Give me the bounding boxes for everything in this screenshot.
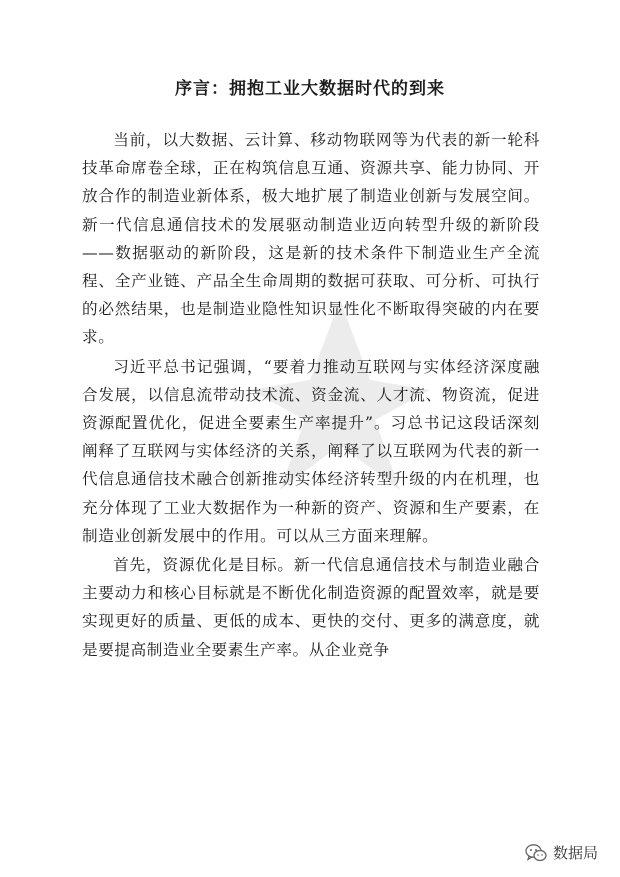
account-name: 数据局 [552, 844, 598, 862]
document-title: 序言：拥抱工业大数据时代的到来 [175, 79, 445, 99]
wechat-icon [525, 843, 547, 863]
footer-account [525, 842, 598, 863]
paragraph-3: 首先，资源优化是目标。新一代信息通信技术与制造业融合主要动力和核心目标就是不断优化制造资源的配置效率，就是要实现更好的质量、更低的成本、更快的交付、更多的满意度，就是要提高制造业全要素生产率。从企业竞争 [82, 556, 540, 659]
paragraph-1: 当前，以大数据、云计算、移动物联网等为代表的新一轮科技革命席卷全球，正在构筑信息互通、资源共享、能力协同、开放合作的制造业新体系，极大地扩展了制造业创新与发展空间。新一代信息通信技术的发展驱动制造业迈向转型升级的新阶段——数据驱动的新阶段，这是新的技术条件下制造业生产全流程、全产业链、产品全生命周期的数据可获取、可分析、可执行的必然结果，也是制造业隐性知识显性化不断取得突破的内在要求。 [82, 131, 540, 347]
paragraph-2: 习近平总书记强调，“要着力推动互联网与实体经济深度融合发展，以信息流带动技术流、资金流、人才流、物资流，促进资源配置优化，促进全要素生产率提升”。习总书记这段话深刻阐释了互联网与实体经济的关系，阐释了以互联网为代表的新一代信息通信技术融合创新推动实体经济转型升级的内在机理，也充分体现了工业大数据作为一种新的资产、资源和生产要素，在制造业创新发展中的作用。可以从三方面来理解。 [82, 357, 540, 545]
document-body [82, 126, 540, 665]
